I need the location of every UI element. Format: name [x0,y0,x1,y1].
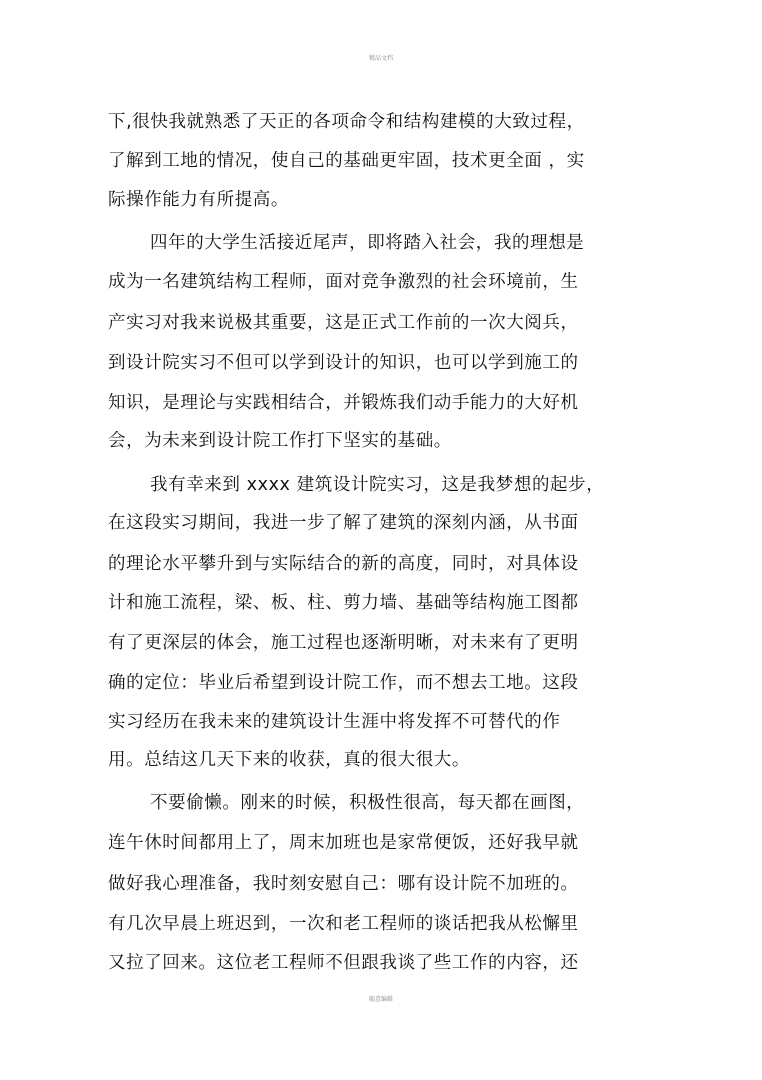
text-line: 产实习对我来说极其重要，这是正式工作前的一次大阅兵， [108,313,579,333]
text-line: 在这段实习期间，我进一步了解了建筑的深刻内涵，从书面 [108,513,579,533]
text-line: 用。总结这几天下来的收获，真的很大很大。 [108,750,470,770]
text-line: 实习经历在我未来的建筑设计生涯中将发挥不可替代的作 [108,712,561,732]
text-line: 连午休时间都用上了，周末加班也是家常便饭，还好我早就 [108,833,579,853]
page-footer: 随意编辑 [368,996,393,1003]
text-line: 计和施工流程，梁、板、柱、剪力墙、基础等结构施工图都 [108,593,579,613]
text-line: 到设计院实习不但可以学到设计的知识，也可以学到施工的 [108,353,579,373]
text-line: 知识，是理论与实践相结合，并锻炼我们动手能力的大好机 [108,393,579,413]
page-header: 精品文档 [368,55,393,62]
paragraph-start: 不要偷懒。刚来的时候，积极性很高，每天都在画图， [150,793,585,813]
text-line: 确的定位：毕业后希望到设计院工作，而不想去工地。这段 [108,673,579,693]
text-line: 做好我心理准备，我时刻安慰自己：哪有设计院不加班的。 [108,874,579,894]
text-line: 有了更深层的体会，施工过程也逐渐明晰，对未来有了更明 [108,633,579,653]
text-line: 的理论水平攀升到与实际结合的新的高度，同时，对具体设 [108,554,579,574]
text-line: 际操作能力有所提高。 [108,190,289,210]
text-line: 会，为未来到设计院工作打下坚实的基础。 [108,431,452,451]
text-line: 成为一名建筑结构工程师，面对竞争激烈的社会环境前，生 [108,272,579,292]
text-line: 又拉了回来。这位老工程师不但跟我谈了些工作的内容，还 [108,953,579,973]
paragraph-start: 四年的大学生活接近尾声，即将踏入社会，我的理想是 [150,233,585,253]
paragraph-start: 我有幸来到 xxxx 建筑设计院实习，这是我梦想的起步， [150,475,605,495]
text-line: 下,很快我就熟悉了天正的各项命令和结构建模的大致过程， [108,112,585,132]
text-line: 了解到工地的情况，使自己的基础更牢固，技术更全面 ，实 [108,151,585,171]
text-line: 有几次早晨上班迟到，一次和老工程师的谈话把我从松懈里 [108,914,579,934]
